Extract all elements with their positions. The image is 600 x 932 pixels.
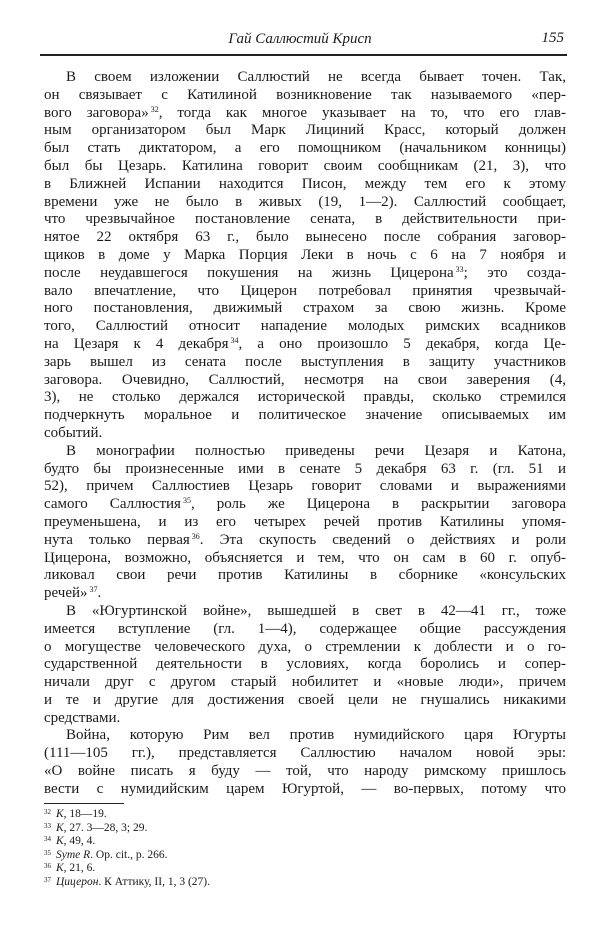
text-segment: В «Югуртинской войне», вышедшей в свет в 42—41 гг., тоже	[66, 602, 566, 619]
footnote-text: , 21, 6.	[63, 862, 96, 875]
footnote-author: К	[56, 862, 64, 875]
text-line	[44, 300, 566, 318]
text-segment: , тогда как многое указывает на то, что его глав-	[158, 104, 566, 121]
text-segment: о могуществе человеческого духа, о стремлении к доблести и о го-	[44, 638, 566, 655]
footnote-ref: 34	[230, 335, 239, 345]
text-segment: в Ближней Испании находится Писон, между тем его к этому	[44, 175, 566, 192]
text-segment: (111—105 гг.), представляется Саллюстию началом новой эры:	[44, 745, 566, 762]
text-line	[44, 158, 566, 176]
text-segment: Цицерона, возможно, объясняется и тем, что он сам в 60 г. опуб-	[44, 549, 566, 566]
text-line	[44, 425, 566, 443]
text-segment: был бы Цезарь. Катилина говорит своим сообщникам (21, 3), что	[44, 157, 566, 174]
text-line	[44, 372, 566, 390]
text-segment: преуменьшена, и из его четырех речей против Катилины упомя-	[44, 513, 566, 530]
text-segment: В монографии полностью приведены речи Цезаря и Катона,	[66, 442, 566, 459]
footnote-author: К	[56, 808, 64, 820]
text-segment: ; это созда-	[463, 264, 566, 281]
footnote-text: , 18—19.	[63, 808, 107, 820]
text-segment: он связывает с Катилиной возникновение так называемого «пер-	[44, 86, 566, 103]
footnote-number: 35	[44, 848, 51, 857]
text-segment: ным организатором был Марк Лициний Красс, который должен	[44, 122, 566, 139]
page-number: 155	[541, 30, 564, 46]
running-header-title: Гай Саллюстий Крисп	[228, 31, 372, 47]
footnote-ref: 35	[182, 496, 191, 506]
text-segment: щиков в доме у Марка Порция Леки в ночь с 6 на 7 ноября и	[44, 246, 566, 263]
text-segment: , а оно произошло 5 декабря, когда Це-	[238, 335, 567, 352]
text-segment: ного постановления, движимый страхом за свою жизнь. Кроме	[44, 300, 566, 317]
text-segment: времени уже не было в живых (19, 1—2). Саллюстий сообщает,	[44, 193, 566, 210]
text-segment: , роль же Цицерона в раскрытии заговора	[190, 496, 566, 513]
text-line	[44, 247, 566, 265]
text-line	[44, 105, 566, 123]
text-segment: ничали друг с другом старый нобилитет и «новые люди», причем	[44, 674, 566, 691]
text-line	[44, 443, 566, 461]
footnote-ref: 33	[455, 264, 464, 274]
footnote-text: . Op. cit., p. 266.	[90, 848, 168, 861]
text-line	[44, 781, 566, 799]
footnote-author: Syme R	[56, 848, 91, 861]
text-line	[44, 763, 566, 781]
text-line	[44, 283, 566, 301]
text-segment: вого заговора»	[44, 104, 149, 121]
text-segment: после неудавшегося покушения на жизнь Цицерона	[44, 264, 454, 281]
text-line	[44, 140, 566, 158]
text-line	[44, 532, 566, 550]
footnote-divider	[44, 803, 124, 804]
text-segment: В своем изложении Саллюстий не всегда бывает точен. Так,	[66, 69, 566, 85]
text-segment: был стать диктатором, а его помощником (начальником конницы)	[44, 140, 566, 157]
text-line	[44, 229, 566, 247]
text-line	[44, 727, 566, 745]
footnote-text: , 49, 4.	[63, 835, 96, 848]
text-line	[44, 621, 566, 639]
text-segment: что чрезвычайное постановление сената, в действительности при-	[44, 211, 566, 228]
text-line	[44, 674, 566, 692]
text-line	[44, 550, 566, 568]
header-rule	[40, 54, 567, 56]
text-segment: вало впечатление, что Цицерон потребовал принятия чрезвычай-	[44, 282, 566, 299]
text-line	[44, 336, 566, 354]
text-segment: заговора. Очевидно, Саллюстий, несмотря на свои заверения (4,	[44, 371, 566, 388]
text-segment: нятое 22 октября 63 г., было вынесено после собрания заговор-	[44, 229, 566, 246]
text-line	[44, 176, 566, 194]
text-segment: «О войне писать я буду — той, что народу римскому пришлось	[44, 763, 566, 780]
text-segment: Война, которую Рим вел против нумидийского царя Югурты	[66, 727, 566, 744]
footnote	[44, 849, 210, 863]
footnote-number: 32	[44, 808, 51, 816]
text-segment: . Эта скупость сведений о действиях и роли	[199, 531, 566, 548]
footnote-text: . К Аттику, II, 1, 3 (27).	[98, 875, 210, 888]
text-line	[44, 478, 566, 496]
footnote-author: Цицерон	[56, 875, 99, 888]
footnote-number: 36	[44, 862, 51, 871]
text-line	[44, 692, 566, 710]
text-line	[44, 585, 566, 603]
footnote	[44, 835, 210, 849]
text-segment: событий.	[44, 424, 103, 441]
text-line	[44, 461, 566, 479]
text-segment: того, Саллюстий относит нападение молодых римских всадников	[44, 318, 566, 335]
text-line	[44, 514, 566, 532]
footnote-number: 34	[44, 835, 51, 844]
text-line	[44, 407, 566, 425]
text-segment: 52), причем Саллюстиев Цезарь говорит словами и выражениями	[44, 478, 566, 495]
text-segment: подчеркнуть моральное и политическое значение описываемых им	[44, 407, 566, 424]
text-line	[44, 603, 566, 621]
text-line	[44, 69, 566, 87]
text-line	[44, 710, 566, 728]
footnote-text: , 27. 3—28, 3; 29.	[63, 821, 148, 834]
text-line	[44, 354, 566, 372]
text-line	[44, 122, 566, 140]
body-text	[44, 69, 566, 799]
text-segment: имеется вступление (гл. 1—4), содержащее общие рассуждения	[44, 620, 566, 637]
text-segment: средствами.	[44, 709, 121, 726]
text-line	[44, 745, 566, 763]
text-segment: зарь вышел из сената после выступления в защиту участников	[44, 353, 566, 370]
footnote-ref: 37	[89, 585, 98, 595]
text-segment: 3), не столько держался исторической правды, сколько стремился	[44, 389, 566, 406]
text-line	[44, 318, 566, 336]
footnote	[44, 862, 210, 876]
text-line	[44, 265, 566, 283]
text-line	[44, 211, 566, 229]
footnote-ref: 36	[191, 531, 200, 541]
footnote	[44, 822, 210, 836]
text-line	[44, 656, 566, 674]
footnote-ref: 32	[150, 104, 159, 114]
text-segment: самого Саллюстия	[44, 496, 181, 513]
text-segment: сударственной деятельности в условиях, когда боролись и сопер-	[44, 656, 566, 673]
text-segment: и те и другие для достижения своей цели не гнушались никакими	[44, 691, 566, 708]
text-line	[44, 496, 566, 514]
text-line	[44, 194, 566, 212]
text-segment: нута только первая	[44, 531, 190, 548]
footnote-number: 33	[44, 821, 51, 830]
text-line	[44, 389, 566, 407]
text-segment: ликовал свои речи против Катилины в сборнике «консульских	[44, 567, 566, 584]
text-segment: речей»	[44, 585, 88, 602]
footnote	[44, 808, 210, 822]
text-line	[44, 639, 566, 657]
footnotes	[44, 808, 210, 890]
text-line	[44, 567, 566, 585]
text-segment: на Цезаря к 4 декабря	[44, 335, 229, 352]
footnote-author: К	[56, 835, 64, 848]
footnote-number: 37	[44, 875, 51, 884]
text-line	[44, 87, 566, 105]
text-segment: вести с нумидийским царем Югуртой, — во-первых, потому что	[44, 780, 566, 797]
footnote	[44, 876, 210, 890]
footnote-author: К	[56, 821, 64, 834]
text-segment: будто бы произнесенные ими в сенате 5 декабря 63 г. (гл. 51 и	[44, 460, 566, 477]
text-segment: .	[97, 585, 102, 602]
